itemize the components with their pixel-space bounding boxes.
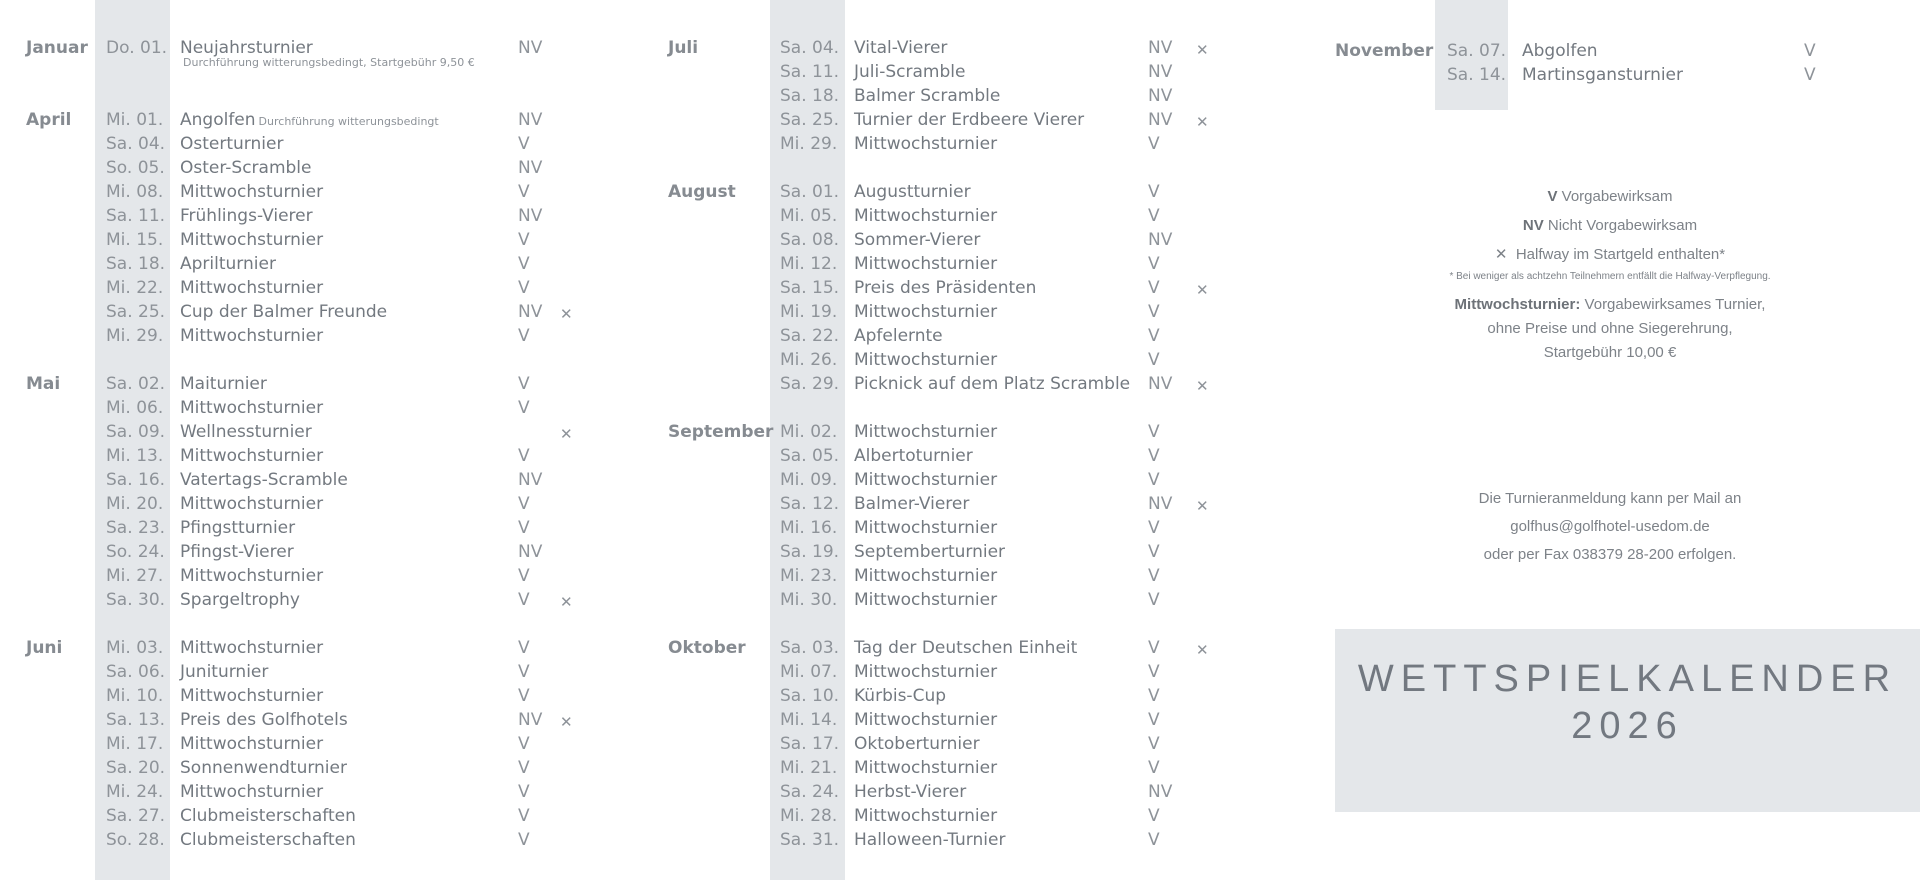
handicap-status: V	[1148, 518, 1160, 538]
handicap-status: NV	[518, 470, 543, 490]
tournament-name	[854, 420, 997, 444]
tournament-date: Mi. 12.	[780, 254, 838, 274]
tournament-date: Do. 01.	[106, 38, 168, 58]
tournament-name-text: Mittwochsturnier	[180, 182, 324, 202]
handicap-status: NV	[1148, 494, 1173, 514]
tournament-name-text: Vital-Vierer	[854, 38, 948, 58]
month-label-september: September	[668, 422, 774, 442]
tournament-date: Mi. 30.	[780, 590, 838, 610]
tournament-date: Sa. 04.	[106, 134, 166, 154]
cross-mark-icon: ✕	[1196, 377, 1209, 395]
month-label-januar: Januar	[26, 38, 88, 58]
handicap-status: V	[1148, 254, 1160, 274]
tournament-date: Mi. 14.	[780, 710, 838, 730]
handicap-status: V	[1148, 830, 1160, 850]
handicap-status: V	[518, 182, 530, 202]
tournament-name-text: Mittwochsturnier	[854, 470, 998, 490]
handicap-status: NV	[518, 158, 543, 178]
tournament-name-text: Mittwochsturnier	[180, 686, 324, 706]
tournament-row	[0, 156, 1920, 180]
tournament-name-text: Balmer Scramble	[854, 86, 1001, 106]
handicap-status: NV	[1148, 62, 1173, 82]
calendar-year: 2026	[1571, 705, 1684, 747]
registration-fax: oder per Fax 038379 28-200 erfolgen.	[1483, 546, 1737, 563]
tournament-name-text: Apfelernte	[854, 326, 943, 346]
tournament-row	[0, 108, 1920, 132]
tournament-row	[0, 63, 1920, 87]
handicap-status: V	[518, 518, 530, 538]
tournament-date: Mi. 29.	[106, 326, 164, 346]
handicap-status: V	[1804, 65, 1816, 85]
tournament-name-text: Osterturnier	[180, 134, 284, 154]
tournament-date: Mi. 26.	[780, 350, 838, 370]
tournament-name	[854, 516, 997, 540]
tournament-date: Sa. 18.	[106, 254, 166, 274]
tournament-name-text: Preis des Golfhotels	[180, 710, 348, 730]
tournament-date: Sa. 04.	[780, 38, 840, 58]
handicap-status: V	[1148, 638, 1160, 658]
tournament-name	[854, 132, 997, 156]
tournament-date: So. 28.	[106, 830, 165, 850]
tournament-date: Mi. 24.	[106, 782, 164, 802]
handicap-status: V	[518, 278, 530, 298]
handicap-status: V	[1148, 134, 1160, 154]
tournament-name	[854, 588, 997, 612]
tournament-name-text: Neujahrsturnier	[180, 38, 313, 58]
handicap-status: V	[1148, 734, 1160, 754]
tournament-name-text: Balmer-Vierer	[854, 494, 970, 514]
handicap-status: V	[518, 638, 530, 658]
tournament-name-text: Angolfen	[180, 110, 256, 130]
handicap-status: V	[518, 758, 530, 778]
tournament-name-text: Mittwochsturnier	[854, 206, 998, 226]
tournament-name-text: Mittwochsturnier	[180, 566, 324, 586]
tournament-note: Durchführung witterungsbedingt	[258, 115, 439, 128]
tournament-row	[0, 588, 1920, 612]
tournament-name-text: Halloween-Turnier	[854, 830, 1006, 850]
tournament-date: Sa. 11.	[106, 206, 166, 226]
tournament-name-text: Mittwochsturnier	[854, 518, 998, 538]
legend-footnote: * Bei weniger als achtzehn Teilnehmern entfällt die Halfway-Verpflegung.	[1449, 271, 1771, 282]
handicap-status: NV	[518, 38, 543, 58]
calendar-title: WETTSPIELKALENDER	[1357, 658, 1898, 700]
tournament-name-text: Herbst-Vierer	[854, 782, 967, 802]
registration-email: golfhus@golfhotel-usedom.de	[1510, 518, 1710, 535]
tournament-name-text: Juniturnier	[180, 662, 269, 682]
tournament-subnote: Durchführung witterungsbedingt, Startgebühr 9,50 €	[183, 56, 475, 69]
tournament-date: Sa. 31.	[780, 830, 840, 850]
tournament-name-text: Mittwochsturnier	[854, 422, 998, 442]
tournament-date: Mi. 19.	[780, 302, 838, 322]
tournament-date: Sa. 11.	[780, 62, 840, 82]
tournament-date: Sa. 17.	[780, 734, 840, 754]
tournament-date: Sa. 25.	[106, 302, 166, 322]
tournament-name	[854, 180, 971, 204]
tournament-name-text: Maiturnier	[180, 374, 267, 394]
handicap-status: V	[1148, 686, 1160, 706]
tournament-name	[854, 684, 946, 708]
tournament-date: Mi. 29.	[780, 134, 838, 154]
handicap-status: V	[518, 398, 530, 418]
tournament-date: Sa. 06.	[106, 662, 166, 682]
tournament-date: So. 05.	[106, 158, 165, 178]
tournament-date: Mi. 13.	[106, 446, 164, 466]
handicap-status: V	[518, 782, 530, 802]
tournament-name-text: Septemberturnier	[854, 542, 1006, 562]
tournament-name-text: Mittwochsturnier	[180, 230, 324, 250]
cross-mark-icon: ✕	[560, 305, 573, 323]
month-label-juni: Juni	[26, 638, 63, 658]
tournament-name	[854, 468, 997, 492]
calendar-title-box	[1335, 629, 1920, 812]
tournament-row	[0, 372, 1920, 396]
handicap-status: V	[518, 590, 530, 610]
cross-mark-icon: ✕	[1494, 246, 1508, 263]
handicap-status: V	[1148, 806, 1160, 826]
handicap-status: NV	[1148, 110, 1173, 130]
tournament-date: Mi. 16.	[780, 518, 838, 538]
handicap-status: V	[1148, 758, 1160, 778]
tournament-row	[0, 132, 1920, 156]
tournament-date: Mi. 21.	[780, 758, 838, 778]
handicap-status: V	[518, 230, 530, 250]
handicap-status: V	[1148, 446, 1160, 466]
tournament-name	[854, 444, 973, 468]
month-label-oktober: Oktober	[668, 638, 746, 658]
handicap-status: V	[1804, 41, 1816, 61]
month-label-august: August	[668, 182, 736, 202]
tournament-date: Sa. 30.	[106, 590, 166, 610]
tournament-name-text: Mittwochsturnier	[854, 350, 998, 370]
tournament-date: Sa. 23.	[106, 518, 166, 538]
tournament-name-text: Sommer-Vierer	[854, 230, 981, 250]
tournament-date: Mi. 05.	[780, 206, 838, 226]
tournament-name-text: Augustturnier	[854, 182, 971, 202]
tournament-name-text: Mittwochsturnier	[854, 710, 998, 730]
handicap-status: V	[1148, 278, 1160, 298]
tournament-date: Mi. 10.	[106, 686, 164, 706]
cross-mark-icon: ✕	[560, 593, 573, 611]
tournament-name-text: Oster-Scramble	[180, 158, 312, 178]
tournament-name	[854, 732, 980, 756]
tournament-name	[854, 276, 1036, 300]
tournament-name-text: Mittwochsturnier	[180, 782, 324, 802]
month-label-mai: Mai	[26, 374, 61, 394]
legend	[1335, 186, 1885, 365]
tournament-date: Sa. 01.	[780, 182, 840, 202]
handicap-status: V	[1148, 566, 1160, 586]
tournament-name-text: Cup der Balmer Freunde	[180, 302, 388, 322]
tournament-date: Sa. 16.	[106, 470, 166, 490]
tournament-name-text: Mittwochsturnier	[180, 278, 324, 298]
tournament-name	[180, 156, 311, 180]
tournament-row	[0, 444, 1920, 468]
tournament-name	[854, 324, 943, 348]
tournament-row	[0, 828, 1920, 852]
tournament-name	[1522, 39, 1598, 63]
tournament-name	[854, 780, 966, 804]
tournament-date: Sa. 27.	[106, 806, 166, 826]
handicap-status: V	[518, 446, 530, 466]
tournament-name-text: Mittwochsturnier	[180, 638, 324, 658]
tournament-date: Sa. 22.	[780, 326, 840, 346]
tournament-date: Sa. 15.	[780, 278, 840, 298]
handicap-status: V	[1148, 326, 1160, 346]
tournament-name-text: Mittwochsturnier	[854, 302, 998, 322]
tournament-name-text: Picknick auf dem Platz Scramble	[854, 374, 1131, 394]
handicap-status: NV	[518, 110, 543, 130]
tournament-date: Sa. 05.	[780, 446, 840, 466]
tournament-name-text: Mittwochsturnier	[854, 806, 998, 826]
tournament-date: Mi. 23.	[780, 566, 838, 586]
mittwochsturnier-info: Mittwochsturnier: Vorgabewirksames Turnier, ohne Preise und ohne Siegerehrung, Startgebühr 10,00 €	[1454, 296, 1766, 361]
tournament-name	[854, 372, 1130, 396]
handicap-status: V	[518, 326, 530, 346]
tournament-date: So. 24.	[106, 542, 165, 562]
registration-line: Die Turnieranmeldung kann per Mail an	[1478, 490, 1742, 507]
handicap-status: V	[518, 374, 530, 394]
handicap-status: V	[1148, 302, 1160, 322]
legend-v: V Vorgabewirksam	[1547, 188, 1673, 205]
handicap-status: V	[1148, 422, 1160, 442]
handicap-status: NV	[1148, 374, 1173, 394]
handicap-status: V	[518, 830, 530, 850]
legend-nv: NV Nicht Vorgabewirksam	[1522, 217, 1698, 234]
handicap-status: V	[1148, 206, 1160, 226]
tournament-name-text: Mittwochsturnier	[854, 590, 998, 610]
handicap-status: NV	[1148, 38, 1173, 58]
tournament-name	[854, 756, 997, 780]
handicap-status: NV	[518, 206, 543, 226]
tournament-name-text: Mittwochsturnier	[180, 326, 324, 346]
tournament-name-text: Oktoberturnier	[854, 734, 980, 754]
handicap-status: V	[518, 254, 530, 274]
handicap-status: V	[518, 734, 530, 754]
tournament-name-text: Preis des Präsidenten	[854, 278, 1037, 298]
tournament-name-text: Kürbis-Cup	[854, 686, 947, 706]
tournament-name-text: Juli-Scramble	[854, 62, 966, 82]
tournament-name	[854, 204, 997, 228]
tournament-date: Sa. 20.	[106, 758, 166, 778]
handicap-status: V	[518, 566, 530, 586]
tournament-name	[854, 804, 997, 828]
tournament-date: Mi. 15.	[106, 230, 164, 250]
tournament-name-text: Sonnenwendturnier	[180, 758, 347, 778]
registration-info	[1335, 485, 1885, 569]
tournament-date: Sa. 13.	[106, 710, 166, 730]
tournament-name-text: Mittwochsturnier	[180, 446, 324, 466]
tournament-name-text: Vatertags-Scramble	[180, 470, 348, 490]
handicap-status: V	[1148, 710, 1160, 730]
tournament-row	[0, 39, 1920, 63]
cross-mark-icon: ✕	[560, 425, 573, 443]
tournament-name-text: Mittwochsturnier	[854, 254, 998, 274]
tournament-name	[854, 348, 997, 372]
handicap-status: NV	[518, 710, 543, 730]
tournament-date: Sa. 14.	[1447, 65, 1507, 85]
tournament-name-text: Pfingst-Vierer	[180, 542, 294, 562]
handicap-status: V	[1148, 590, 1160, 610]
handicap-status: NV	[518, 542, 543, 562]
tournament-name	[854, 108, 1084, 132]
tournament-name	[854, 228, 980, 252]
tournament-name-text: Turnier der Erdbeere Vierer	[854, 110, 1085, 130]
tournament-date: Mi. 01.	[106, 110, 164, 130]
tournament-date: Mi. 06.	[106, 398, 164, 418]
handicap-status: V	[518, 134, 530, 154]
tournament-name-text: Mittwochsturnier	[180, 494, 324, 514]
tournament-date: Sa. 29.	[780, 374, 840, 394]
tournament-date: Sa. 12.	[780, 494, 840, 514]
tournament-date: Sa. 18.	[780, 86, 840, 106]
handicap-status: V	[1148, 350, 1160, 370]
tournament-name-text: Mittwochsturnier	[854, 758, 998, 778]
cross-mark-icon: ✕	[1196, 281, 1209, 299]
tournament-date: Sa. 25.	[780, 110, 840, 130]
tournament-date: Mi. 20.	[106, 494, 164, 514]
tournament-date: Mi. 27.	[106, 566, 164, 586]
tournament-date: Mi. 09.	[780, 470, 838, 490]
tournament-row	[0, 420, 1920, 444]
tournament-name-text: Clubmeisterschaften	[180, 830, 356, 850]
tournament-name-text: Tag der Deutschen Einheit	[854, 638, 1078, 658]
tournament-date: Mi. 02.	[780, 422, 838, 442]
tournament-date: Sa. 10.	[780, 686, 840, 706]
handicap-status: V	[1148, 470, 1160, 490]
tournament-date: Sa. 24.	[780, 782, 840, 802]
tournament-name	[180, 396, 323, 420]
month-label-juli: Juli	[668, 38, 699, 58]
tournament-date: Sa. 07.	[1447, 41, 1507, 61]
tournament-name	[854, 252, 997, 276]
tournament-name	[854, 660, 997, 684]
tournament-name	[854, 84, 1000, 108]
tournament-name-text: Abgolfen	[1522, 41, 1598, 61]
tournament-name-text: Spargeltrophy	[180, 590, 300, 610]
tournament-date: Mi. 28.	[780, 806, 838, 826]
tournament-name	[854, 828, 1005, 852]
month-label-november: November	[1335, 41, 1434, 61]
tournament-name	[854, 540, 1005, 564]
tournament-name-text: Frühlings-Vierer	[180, 206, 313, 226]
tournament-date: Sa. 02.	[106, 374, 166, 394]
tournament-row	[0, 396, 1920, 420]
cross-mark-icon: ✕	[560, 713, 573, 731]
tournament-date: Mi. 08.	[106, 182, 164, 202]
handicap-status: NV	[518, 302, 543, 322]
tournament-date: Mi. 17.	[106, 734, 164, 754]
tournament-name-text: Martinsgansturnier	[1522, 65, 1684, 85]
month-label-april: April	[26, 110, 72, 130]
tournament-name-text: Wellnessturnier	[180, 422, 312, 442]
tournament-name	[854, 564, 997, 588]
cross-mark-icon: ✕	[1196, 113, 1209, 131]
handicap-status: V	[1148, 662, 1160, 682]
handicap-status: V	[518, 662, 530, 682]
tournament-name-text: Pfingstturnier	[180, 518, 296, 538]
handicap-status: V	[518, 806, 530, 826]
tournament-date: Sa. 03.	[780, 638, 840, 658]
tournament-row	[0, 84, 1920, 108]
tournament-date: Sa. 09.	[106, 422, 166, 442]
handicap-status: NV	[1148, 230, 1173, 250]
tournament-name-text: Clubmeisterschaften	[180, 806, 356, 826]
tournament-name-text: Albertoturnier	[854, 446, 973, 466]
tournament-name-text: Mittwochsturnier	[180, 398, 324, 418]
tournament-name-text: Mittwochsturnier	[854, 134, 998, 154]
tournament-date: Sa. 08.	[780, 230, 840, 250]
handicap-status: NV	[1148, 782, 1173, 802]
handicap-status: V	[518, 686, 530, 706]
cross-mark-icon: ✕	[1196, 641, 1209, 659]
tournament-date: Sa. 19.	[780, 542, 840, 562]
cross-mark-icon: ✕	[1196, 497, 1209, 515]
tournament-date: Mi. 22.	[106, 278, 164, 298]
handicap-status: V	[1148, 542, 1160, 562]
tournament-name-text: Aprilturnier	[180, 254, 276, 274]
tournament-name	[854, 300, 997, 324]
legend-halfway: ✕ Halfway im Startgeld enthalten*	[1494, 246, 1726, 263]
tournament-name	[854, 492, 969, 516]
tournament-date: Mi. 03.	[106, 638, 164, 658]
tournament-name-text: Mittwochsturnier	[854, 566, 998, 586]
tournament-name	[854, 708, 997, 732]
handicap-status: V	[518, 494, 530, 514]
tournament-name-text: Mittwochsturnier	[180, 734, 324, 754]
handicap-status: V	[1148, 182, 1160, 202]
tournament-date: Mi. 07.	[780, 662, 838, 682]
tournament-name-text: Mittwochsturnier	[854, 662, 998, 682]
handicap-status: NV	[1148, 86, 1173, 106]
tournament-name	[1522, 63, 1683, 87]
cross-mark-icon: ✕	[1196, 41, 1209, 59]
tournament-name	[854, 636, 1077, 660]
